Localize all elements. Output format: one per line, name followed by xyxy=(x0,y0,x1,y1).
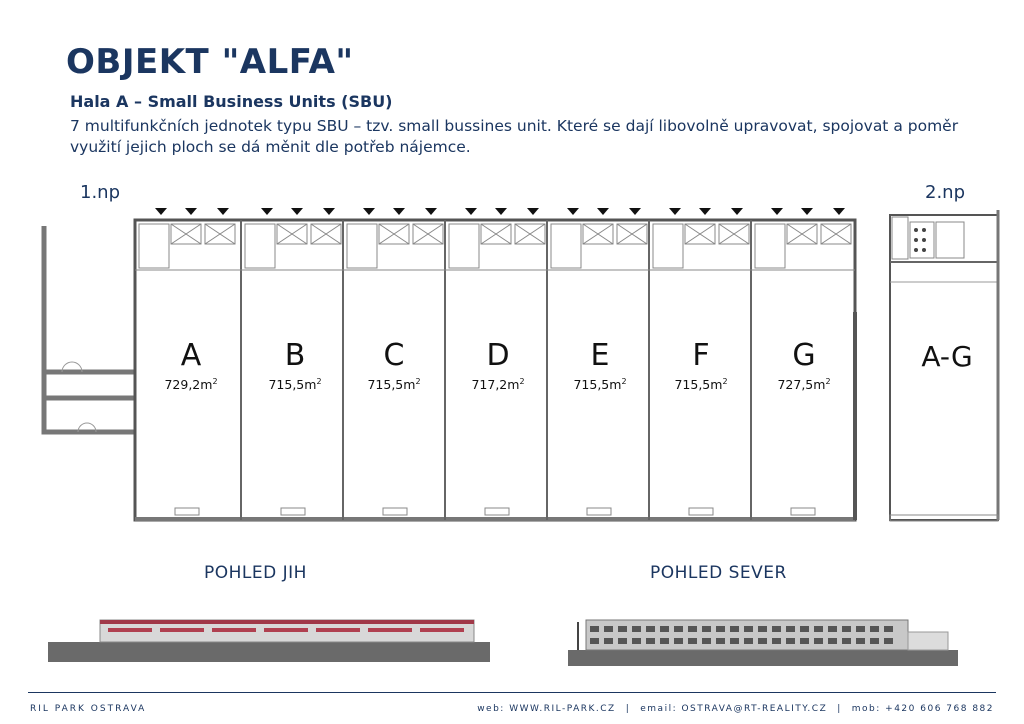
entrance-triangle xyxy=(393,208,405,215)
entrance-triangle xyxy=(567,208,579,215)
unit-wc-room xyxy=(551,224,581,268)
footer-email-link[interactable]: email: OSTRAVA@RT-REALITY.CZ xyxy=(640,704,828,714)
floor-label-1np: 1.np xyxy=(80,182,121,203)
facade-window xyxy=(604,626,613,632)
entrance-triangle xyxy=(597,208,609,215)
description-text: 7 multifunkčních jednotek typu SBU – tzv. small bussines unit. Které se dají libovolně upravovat, spojovat a poměr využití jejich ploch se dá měnit dle potřeb nájemce. xyxy=(70,117,959,156)
entrance-triangle xyxy=(217,208,229,215)
unit-bottom-window xyxy=(689,508,713,515)
facade-band xyxy=(368,628,412,632)
entrance-triangle xyxy=(363,208,375,215)
entrance-triangle xyxy=(465,208,477,215)
facade-window xyxy=(786,638,795,644)
facade-window xyxy=(758,638,767,644)
facade-window xyxy=(884,626,893,632)
page-title: OBJEKT "ALFA" xyxy=(66,42,354,82)
footer-phone: mob: +420 606 768 882 xyxy=(851,704,994,714)
unit-d-letter: D xyxy=(486,338,510,373)
unit-g-letter: G xyxy=(792,338,816,373)
facade-window xyxy=(828,638,837,644)
entrance-triangle xyxy=(699,208,711,215)
facade-window xyxy=(856,626,865,632)
entrance-triangle xyxy=(291,208,303,215)
entrance-triangle xyxy=(425,208,437,215)
facade-window xyxy=(604,638,613,644)
view-label-north: POHLED SEVER xyxy=(650,563,787,583)
unit-bottom-window xyxy=(791,508,815,515)
footer-brand: RIL PARK OSTRAVA xyxy=(30,704,147,714)
unit-a-letter: A xyxy=(180,338,202,373)
entrance-triangle xyxy=(731,208,743,215)
unit-b-letter: B xyxy=(284,338,306,373)
unit-b-area: $715,5m^2$ xyxy=(268,377,322,393)
hall-bottom-wall xyxy=(135,517,855,521)
entrance-triangle xyxy=(833,208,845,215)
facade-window xyxy=(716,638,725,644)
footer-separator: | xyxy=(625,704,631,714)
entrance-triangle xyxy=(495,208,507,215)
facade-band xyxy=(108,628,152,632)
unit-bottom-window xyxy=(587,508,611,515)
unit-g-area: $727,5m^2$ xyxy=(777,377,831,393)
facade-window xyxy=(730,638,739,644)
facade-window xyxy=(842,638,851,644)
floor-label-2np: 2.np xyxy=(925,182,966,203)
facade-band xyxy=(264,628,308,632)
facade-window xyxy=(688,626,697,632)
unit-bottom-window xyxy=(175,508,199,515)
footer-separator: | xyxy=(837,704,842,714)
section-subtitle: Hala A – Small Business Units (SBU) xyxy=(70,92,393,111)
unit-wc-room xyxy=(245,224,275,268)
elevation-south xyxy=(48,620,490,662)
entrance-triangle xyxy=(261,208,273,215)
facade-window xyxy=(646,626,655,632)
facade-window xyxy=(800,626,809,632)
facade-band xyxy=(212,628,256,632)
annex-walls xyxy=(44,226,135,432)
facade-window xyxy=(828,626,837,632)
unit-bottom-window xyxy=(383,508,407,515)
facade-band xyxy=(316,628,360,632)
bottom-windows xyxy=(175,508,815,515)
unit-wc-room xyxy=(139,224,169,268)
unit-c-area: $715,5m^2$ xyxy=(367,377,421,393)
facade-window xyxy=(660,638,669,644)
entrance-triangle xyxy=(669,208,681,215)
unit-wc-room xyxy=(347,224,377,268)
footer-web-link[interactable]: web: WWW.RIL-PARK.CZ xyxy=(477,704,616,714)
facade-window xyxy=(744,626,753,632)
facade-window xyxy=(590,626,599,632)
unit-bottom-window xyxy=(485,508,509,515)
facade-window xyxy=(674,638,683,644)
unit-f-letter: F xyxy=(692,338,710,373)
facade-window xyxy=(688,638,697,644)
unit-wc-room xyxy=(653,224,683,268)
facade-window xyxy=(632,638,641,644)
footer-contacts xyxy=(477,704,994,714)
entrance-markers xyxy=(155,208,845,215)
facade-window xyxy=(856,638,865,644)
facade-window xyxy=(884,638,893,644)
facade-window xyxy=(730,626,739,632)
facade-window xyxy=(590,638,599,644)
facade-band xyxy=(160,628,204,632)
unit-e-area: $715,5m^2$ xyxy=(573,377,627,393)
facade-band xyxy=(420,628,464,632)
facade-window xyxy=(772,626,781,632)
facade-window xyxy=(632,626,641,632)
entrance-triangle xyxy=(801,208,813,215)
facade-window xyxy=(870,626,879,632)
upper-floor-units-label: A-G xyxy=(921,340,973,373)
unit-d-area: $717,2m^2$ xyxy=(471,377,525,393)
unit-bottom-window xyxy=(281,508,305,515)
unit-f-area: $715,5m^2$ xyxy=(674,377,728,393)
view-label-south: POHLED JIH xyxy=(204,563,307,583)
facade-window xyxy=(618,626,627,632)
unit-wc-room xyxy=(449,224,479,268)
unit-rooms xyxy=(139,224,851,268)
facade-window xyxy=(772,638,781,644)
facade-window xyxy=(870,638,879,644)
facade-window xyxy=(786,626,795,632)
footer-divider xyxy=(28,692,996,693)
facade-window xyxy=(716,626,725,632)
facade-window xyxy=(814,638,823,644)
unit-c-letter: C xyxy=(383,338,405,373)
facade-window xyxy=(702,638,711,644)
entrance-triangle xyxy=(155,208,167,215)
facade-window xyxy=(842,626,851,632)
elevation-north xyxy=(568,620,958,666)
entrance-triangle xyxy=(323,208,335,215)
facade-window xyxy=(702,626,711,632)
entrance-triangle xyxy=(185,208,197,215)
facade-window xyxy=(660,626,669,632)
facade-window xyxy=(744,638,753,644)
facade-window xyxy=(814,626,823,632)
facade-window xyxy=(674,626,683,632)
facade-window xyxy=(618,638,627,644)
facade-window xyxy=(646,638,655,644)
entrance-triangle xyxy=(629,208,641,215)
entrance-triangle xyxy=(771,208,783,215)
facade-window xyxy=(800,638,809,644)
facade-window xyxy=(758,626,767,632)
unit-e-letter: E xyxy=(590,338,610,373)
unit-a-area: $729,2m^2$ xyxy=(164,377,218,393)
entrance-triangle xyxy=(527,208,539,215)
unit-wc-room xyxy=(755,224,785,268)
